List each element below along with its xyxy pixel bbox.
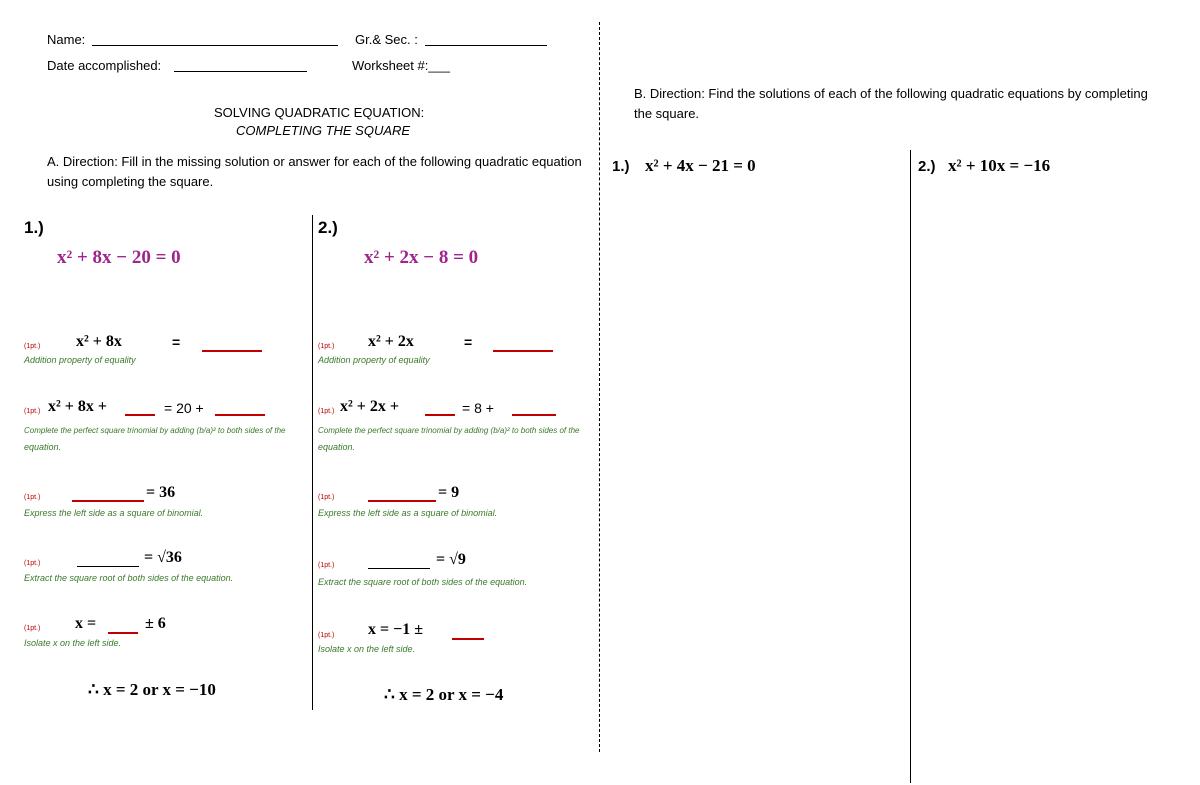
a2-step2-lhs: x² + 2x + <box>340 398 400 415</box>
a2-step1-hint: Addition property of equality <box>318 355 430 365</box>
a2-answer: ∴ x = 2 or x = −4 <box>384 685 504 704</box>
a1-step1-hint: Addition property of equality <box>24 355 136 365</box>
a1-answer: ∴ x = 2 or x = −10 <box>88 680 216 699</box>
a1-step2-hint: Complete the perfect square trinomial by adding (b/a)² to both sides of the <box>24 426 286 435</box>
a2-step1-points: (1pt.) <box>318 343 335 350</box>
a1-step2-points: (1pt.) <box>24 408 41 415</box>
a1-step5-lhs: x = <box>75 615 97 632</box>
name-label: Name: <box>47 32 86 47</box>
part-a-direction: A. Direction: Fill in the missing solution or answer for each of the following quadratic equation using completing the square. <box>47 154 582 189</box>
a2-step5-blank[interactable] <box>452 638 484 640</box>
a1-step1-points: (1pt.) <box>24 343 41 350</box>
b1-number: 1.) <box>612 158 630 175</box>
a2-step3-rhs: = 9 <box>438 484 460 501</box>
problem-divider <box>312 215 313 710</box>
a1-step4-blank[interactable] <box>77 566 139 567</box>
a2-step1-lhs: x² + 2x <box>368 333 414 350</box>
a2-step2-hint: Complete the perfect square trinomial by adding (b/a)² to both sides of the <box>318 426 580 435</box>
b1-equation: x² + 4x − 21 = 0 <box>645 156 756 175</box>
a2-equation: x² + 2x − 8 = 0 <box>364 247 479 268</box>
a2-number: 2.) <box>318 218 338 237</box>
a2-step2-points: (1pt.) <box>318 408 335 415</box>
name-field[interactable] <box>92 45 338 46</box>
a2-step4-points: (1pt.) <box>318 562 335 569</box>
section-divider <box>599 22 600 752</box>
a2-step3-blank[interactable] <box>368 500 436 502</box>
a2-step1-blank[interactable] <box>493 350 553 352</box>
a1-step3-points: (1pt.) <box>24 494 41 501</box>
a1-step3-hint: Express the left side as a square of binomial. <box>24 508 204 518</box>
a2-step4-blank[interactable] <box>368 568 430 569</box>
a2-step2-blank1[interactable] <box>425 414 455 416</box>
a1-step4-hint: Extract the square root of both sides of the equation. <box>24 573 234 583</box>
a1-step2-hint2: equation. <box>24 442 62 452</box>
worksheet-label: Worksheet #:___ <box>352 58 451 73</box>
date-label: Date accomplished: <box>47 58 162 73</box>
title-line1: SOLVING QUADRATIC EQUATION: <box>214 105 425 120</box>
a2-step2-rhs: = 8 + <box>462 400 494 416</box>
a2-step3-hint: Express the left side as a square of binomial. <box>318 508 498 518</box>
a1-step1-eq: = <box>172 334 181 350</box>
a1-step1-lhs: x² + 8x <box>76 333 122 350</box>
a2-step2-blank2[interactable] <box>512 414 556 416</box>
a1-step2-lhs: x² + 8x + <box>48 398 108 415</box>
b2-number: 2.) <box>918 158 936 175</box>
a1-step5-points: (1pt.) <box>24 625 41 632</box>
a1-step5-hint: Isolate x on the left side. <box>24 638 122 648</box>
a1-step3-blank[interactable] <box>72 500 144 502</box>
a1-step4-rhs: = √36 <box>144 549 182 566</box>
a1-step2-blank2[interactable] <box>215 414 265 416</box>
a1-step5-rhs: ± 6 <box>145 615 166 632</box>
grsec-field[interactable] <box>425 45 547 46</box>
b2-equation: x² + 10x = −16 <box>948 156 1051 175</box>
a2-step2-hint2: equation. <box>318 442 356 452</box>
a2-step4-hint: Extract the square root of both sides of the equation. <box>318 577 528 587</box>
part-b-direction: B. Direction: Find the solutions of each of the following quadratic equations by completing the square. <box>634 86 1148 121</box>
a2-step5-lhs: x = −1 ± <box>368 621 424 638</box>
a1-step2-rhs: = 20 + <box>164 400 204 416</box>
a1-step1-blank[interactable] <box>202 350 262 352</box>
grsec-label: Gr.& Sec. : <box>355 32 418 47</box>
part-b-divider <box>910 150 911 783</box>
a2-step3-points: (1pt.) <box>318 494 335 501</box>
a1-number: 1.) <box>24 218 44 237</box>
a1-step3-rhs: = 36 <box>146 484 176 501</box>
a2-step1-eq: = <box>464 334 473 350</box>
a1-step4-points: (1pt.) <box>24 560 41 567</box>
a2-step5-hint: Isolate x on the left side. <box>318 644 416 654</box>
a1-equation: x² + 8x − 20 = 0 <box>57 247 181 268</box>
a1-step5-blank[interactable] <box>108 632 138 634</box>
date-field[interactable] <box>174 71 307 72</box>
a2-step4-rhs: = √9 <box>436 551 466 568</box>
title-line2: COMPLETING THE SQUARE <box>236 123 411 138</box>
a2-step5-points: (1pt.) <box>318 632 335 639</box>
a1-step2-blank1[interactable] <box>125 414 155 416</box>
